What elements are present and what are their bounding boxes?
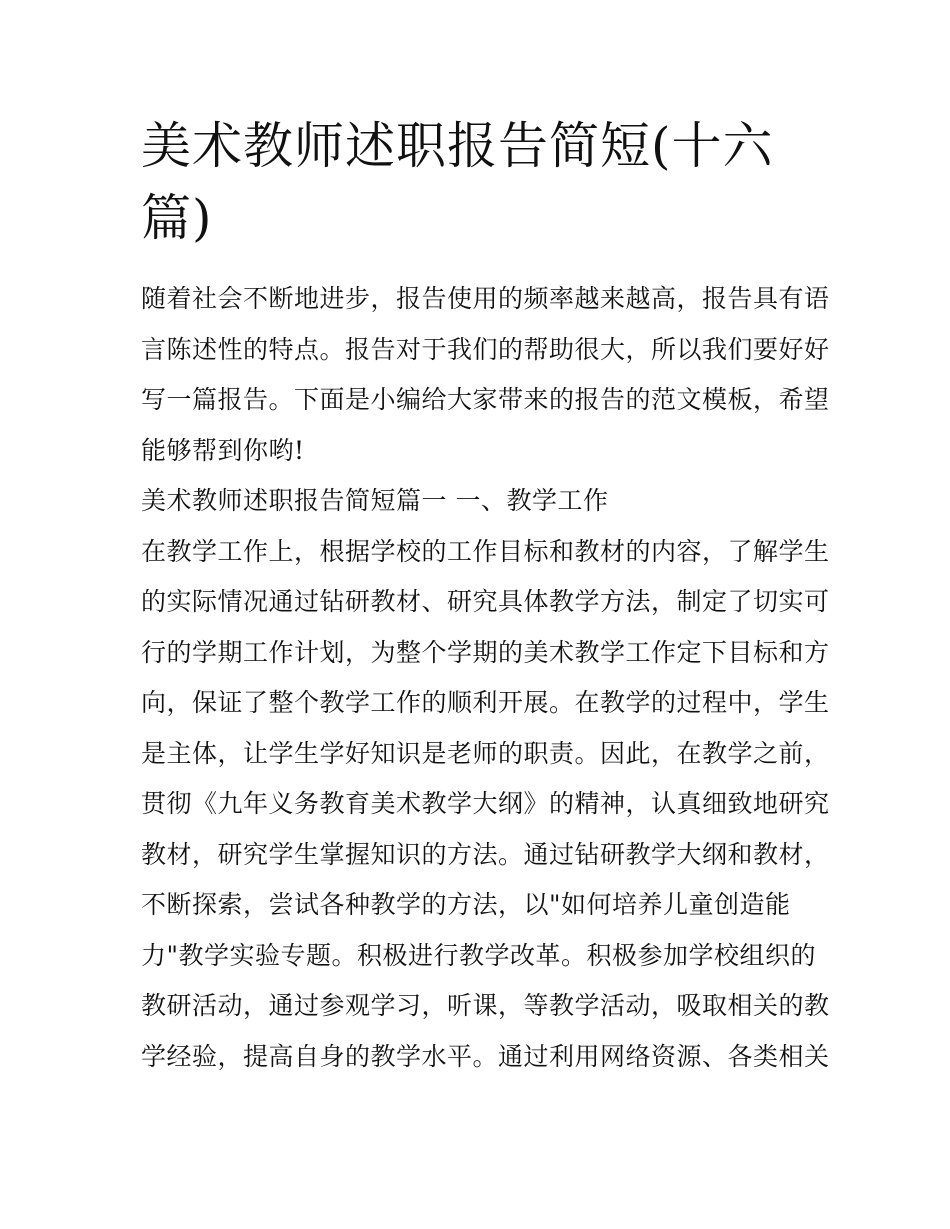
document-title <box>141 110 781 254</box>
document-page <box>141 110 830 1082</box>
intro-paragraph <box>141 274 830 476</box>
text-line: 写一篇报告。下面是小编给大家带来的报告的范文模板，希望 <box>141 385 830 414</box>
text-line: 不断探索，尝试各种教学的方法，以"如何培养儿童创造能 <box>141 890 791 919</box>
text-line: 贯彻《九年义务教育美术教学大纲》的精神，认真细致地研究 <box>141 789 830 818</box>
text-line: 力"教学实验专题。积极进行教学改革。积极参加学校组织的 <box>141 940 817 970</box>
body-paragraph <box>141 527 830 1083</box>
title-line: 美术教师述职报告简短(十六 <box>141 117 774 175</box>
section-heading: 美术教师述职报告简短篇一 一、教学工作 <box>141 486 609 515</box>
text-line: 教研活动，通过参观学习，听课，等教学活动，吸取相关的教 <box>141 991 830 1020</box>
text-line: 学经验，提高自身的教学水平。通过利用网络资源、各类相关 <box>141 1041 830 1071</box>
text-line: 向，保证了整个教学工作的顺利开展。在教学的过程中，学生 <box>141 688 830 717</box>
text-line: 言陈述性的特点。报告对于我们的帮助很大，所以我们要好好 <box>141 334 830 364</box>
text-line: 在教学工作上，根据学校的工作目标和教材的内容，了解学生 <box>141 536 830 566</box>
text-line: 是主体，让学生学好知识是老师的职责。因此，在教学之前， <box>141 738 830 768</box>
title-line: 篇) <box>141 189 213 247</box>
text-line: 的实际情况通过钻研教材、研究具体教学方法，制定了切实可 <box>141 587 830 616</box>
text-line: 教材，研究学生掌握知识的方法。通过钻研教学大纲和教材， <box>141 839 830 869</box>
text-line: 随着社会不断地进步，报告使用的频率越来越高，报告具有语 <box>141 284 830 313</box>
text-line: 行的学期工作计划，为整个学期的美术教学工作定下目标和方 <box>141 637 830 667</box>
text-line: 能够帮到你哟! <box>141 435 305 465</box>
